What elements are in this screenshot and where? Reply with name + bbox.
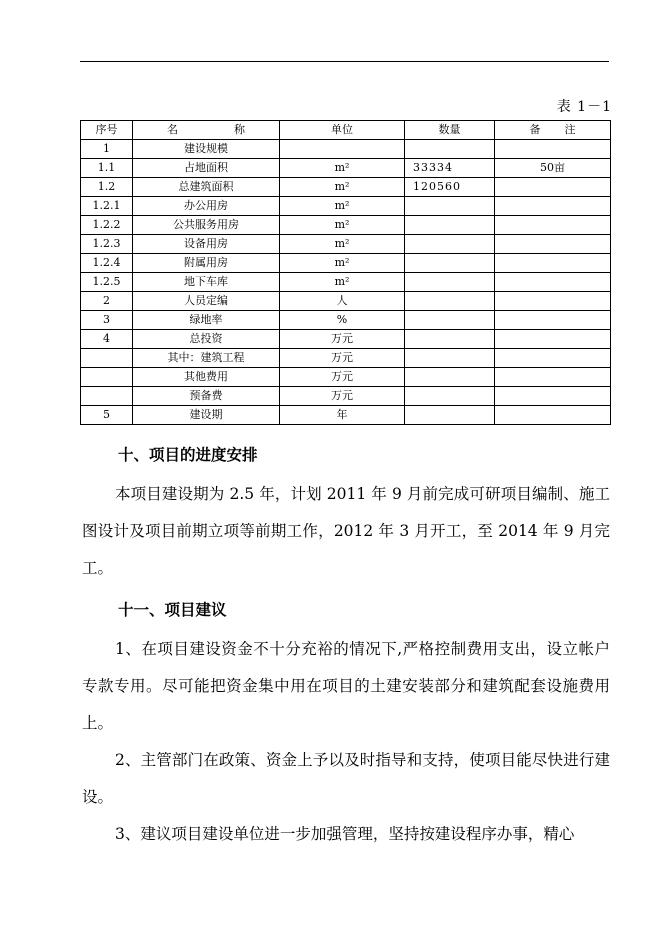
cell-name: 办公用房 — [133, 197, 280, 216]
table-header-row — [81, 121, 611, 140]
cell-quantity — [405, 216, 495, 235]
cell-quantity — [405, 311, 495, 330]
cell-note — [495, 292, 611, 311]
table-row — [81, 254, 611, 273]
cell-seq: 1.2 — [81, 178, 133, 197]
cell-note — [495, 368, 611, 387]
cell-name: 公共服务用房 — [133, 216, 280, 235]
table-row — [81, 368, 611, 387]
cell-unit: 万元 — [280, 330, 405, 349]
cell-note — [495, 235, 611, 254]
table-row — [81, 330, 611, 349]
cell-seq: 2 — [81, 292, 133, 311]
cell-seq: 1.2.4 — [81, 254, 133, 273]
cell-name: 其他费用 — [133, 368, 280, 387]
cell-name: 总建筑面积 — [133, 178, 280, 197]
cell-note — [495, 216, 611, 235]
header-note — [495, 121, 611, 140]
cell-name: 总投资 — [133, 330, 280, 349]
cell-note — [495, 197, 611, 216]
header-note-part-a: 备 — [529, 123, 541, 136]
cell-name: 建设期 — [133, 406, 280, 425]
table-row — [81, 349, 611, 368]
cell-quantity — [405, 273, 495, 292]
cell-quantity — [405, 140, 495, 159]
table-label: 表 1－1 — [556, 99, 612, 115]
cell-note — [495, 311, 611, 330]
header-unit: 单位 — [280, 121, 405, 140]
cell-quantity: 33334 — [405, 159, 495, 178]
cell-note — [495, 349, 611, 368]
cell-quantity — [405, 349, 495, 368]
cell-name: 人员定编 — [133, 292, 280, 311]
cell-unit — [280, 140, 405, 159]
cell-note — [495, 178, 611, 197]
recommendation-item-1: 1、在项目建设资金不十分充裕的情况下,严格控制费用支出，设立帐户专款专用。尽可能把资金集中用在项目的土建安装部分和建筑配套设施费用上。 — [82, 640, 610, 732]
section-11-heading: 十一、项目建议 — [118, 601, 227, 619]
table-row — [81, 140, 611, 159]
cell-note — [495, 140, 611, 159]
table-row — [81, 387, 611, 406]
cell-seq: 3 — [81, 311, 133, 330]
header-name-part-b: 称 — [234, 123, 245, 136]
cell-note — [495, 254, 611, 273]
cell-seq — [81, 368, 133, 387]
cell-seq: 1.2.5 — [81, 273, 133, 292]
cell-seq — [81, 387, 133, 406]
cell-name: 附属用房 — [133, 254, 280, 273]
cell-seq: 1.2.2 — [81, 216, 133, 235]
cell-seq: 5 — [81, 406, 133, 425]
cell-unit: 人 — [280, 292, 405, 311]
cell-seq: 1.2.3 — [81, 235, 133, 254]
cell-quantity — [405, 387, 495, 406]
cell-seq: 1.2.1 — [81, 197, 133, 216]
cell-quantity — [405, 254, 495, 273]
cell-name: 预备费 — [133, 387, 280, 406]
header-name-part-a: 名 — [167, 123, 178, 136]
cell-name: 绿地率 — [133, 311, 280, 330]
recommendation-item-3: 3、建议项目建设单位进一步加强管理，坚持按建设程序办事，精心 — [115, 825, 575, 843]
section-10-heading: 十、项目的进度安排 — [118, 446, 258, 464]
cell-unit: % — [280, 311, 405, 330]
cell-unit: m² — [280, 216, 405, 235]
table-row — [81, 216, 611, 235]
cell-quantity: 120560 — [405, 178, 495, 197]
cell-unit: 万元 — [280, 368, 405, 387]
table-row — [81, 178, 611, 197]
table-row — [81, 311, 611, 330]
table-row — [81, 159, 611, 178]
cell-seq: 4 — [81, 330, 133, 349]
cell-name: 建设规模 — [133, 140, 280, 159]
cell-note — [495, 387, 611, 406]
cell-unit: m² — [280, 197, 405, 216]
cell-quantity — [405, 292, 495, 311]
cell-unit: m² — [280, 273, 405, 292]
cell-quantity — [405, 406, 495, 425]
table-row — [81, 235, 611, 254]
cell-seq: 1 — [81, 140, 133, 159]
page-header-rule — [80, 61, 609, 62]
cell-unit: m² — [280, 178, 405, 197]
cell-quantity — [405, 330, 495, 349]
cell-note: 50亩 — [495, 159, 611, 178]
cell-unit: 年 — [280, 406, 405, 425]
cell-name: 设备用房 — [133, 235, 280, 254]
cell-name: 其中：建筑工程 — [133, 349, 280, 368]
cell-name: 地下车库 — [133, 273, 280, 292]
cell-note — [495, 273, 611, 292]
cell-name: 占地面积 — [133, 159, 280, 178]
cell-unit: m² — [280, 159, 405, 178]
cell-unit: 万元 — [280, 349, 405, 368]
table-row — [81, 292, 611, 311]
recommendation-item-2: 2、主管部门在政策、资金上予以及时指导和支持，使项目能尽快进行建设。 — [82, 751, 610, 806]
cell-quantity — [405, 235, 495, 254]
cell-unit: m² — [280, 254, 405, 273]
table-row — [81, 197, 611, 216]
header-seq: 序号 — [81, 121, 133, 140]
cell-seq — [81, 349, 133, 368]
header-name — [133, 121, 280, 140]
cell-note — [495, 406, 611, 425]
cell-quantity — [405, 368, 495, 387]
table-row — [81, 273, 611, 292]
cell-unit: m² — [280, 235, 405, 254]
table-row — [81, 406, 611, 425]
cell-seq: 1.1 — [81, 159, 133, 178]
cell-quantity — [405, 197, 495, 216]
header-note-part-b: 注 — [564, 123, 576, 136]
cell-note — [495, 330, 611, 349]
header-quantity: 数量 — [405, 121, 495, 140]
project-spec-table — [80, 120, 611, 425]
cell-unit: 万元 — [280, 387, 405, 406]
section-10-paragraph: 本项目建设期为 2.5 年，计划 2011 年 9 月前完成可研项目编制、施工图设计及项目前期立项等前期工作，2012 年 3 月开工，至 2014 年 9 月完工。 — [82, 485, 610, 577]
